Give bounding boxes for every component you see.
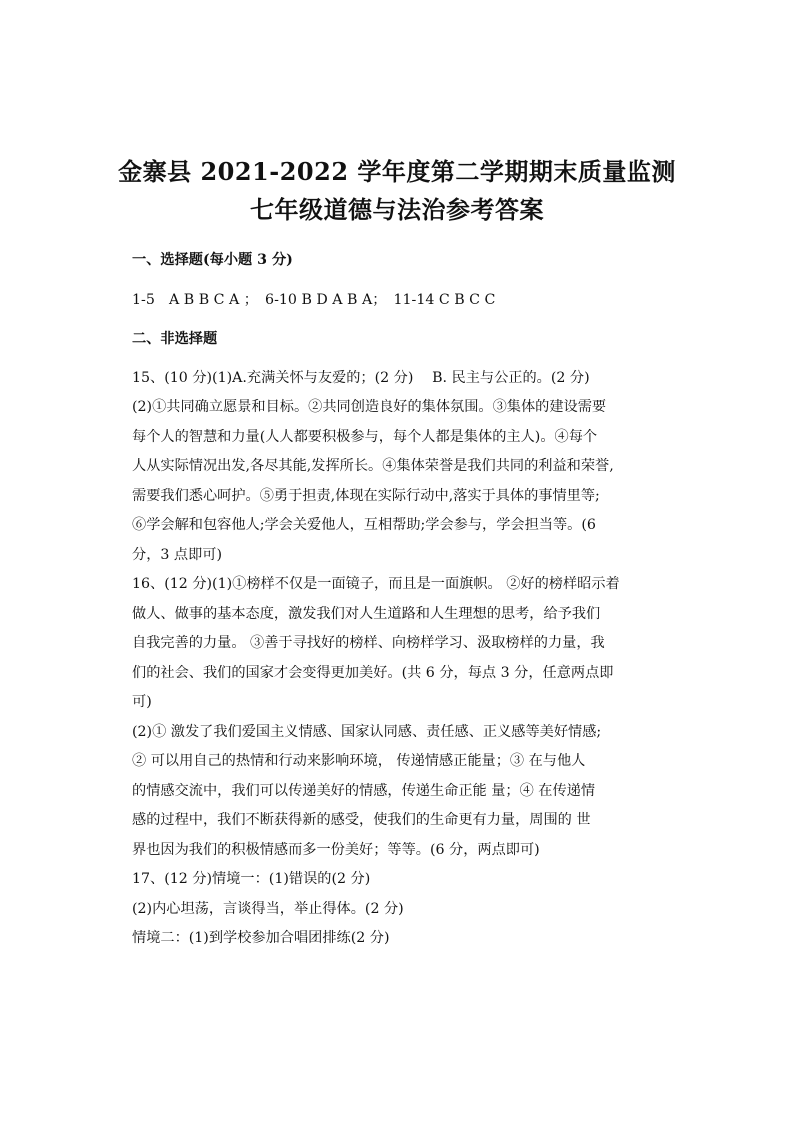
answer-line: (2)内心坦荡，言谈得当，举止得体。(2 分) — [132, 900, 404, 917]
answer-line: 自我完善的力量。 ③善于寻找好的榜样、向榜样学习、汲取榜样的力量，我 — [132, 635, 605, 651]
answer-line: 需要我们悉心呵护。⑤勇于担责,体现在实际行动中,落实于具体的事情里等; — [132, 487, 600, 504]
document-title: 金寨县 2021-2022 学年度第二学期期末质量监测 — [118, 157, 676, 186]
answer-line: 做人、做事的基本态度，激发我们对人生道路和人生理想的思考，给予我们 — [132, 605, 601, 622]
document-subtitle: 七年级道德与法治参考答案 — [250, 195, 544, 224]
answer-line: 界也因为我们的积极情感而多一份美好；等等。(6 分，两点即可) — [132, 841, 540, 858]
answer-line: 可) — [132, 694, 152, 710]
answer-line: (2)① 激发了我们爱国主义情感、国家认同感、责任感、正义感等美好情感; — [132, 723, 602, 740]
answer-line: (2)①共同确立愿景和目标。②共同创造良好的集体氛围。③集体的建设需要 — [132, 399, 607, 415]
answer-line: 分，3 点即可) — [132, 546, 223, 563]
answer-line: ⑥学会解和包容他人;学会关爱他人，互相帮助;学会参与，学会担当等。(6 — [132, 517, 596, 533]
answer-content — [132, 246, 664, 954]
answer-line: 每个人的智慧和力量(人人都要积极参与，每个人都是集体的主人)。④每个 — [132, 428, 598, 445]
answer-line: ② 可以用自己的热情和行动来影响环境， 传递情感正能量；③ 在与他人 — [132, 753, 586, 769]
answer-line: 16、(12 分)(1)①榜样不仅是一面镜子，而且是一面旗帜。 ②好的榜样昭示着 — [132, 576, 620, 592]
answer-line: 人从实际情况出发,各尽其能,发挥所长。④集体荣誉是我们共同的利益和荣誉, — [132, 458, 614, 474]
answer-line: 感的过程中，我们不断获得新的感受，使我们的生命更有力量，周围的 世 — [132, 812, 591, 828]
answer-line: 情境二：(1)到学校参加合唱团排练(2 分) — [132, 930, 390, 946]
answer-line: 的情感交流中，我们可以传递美好的情感，传递生命正能 量；④ 在传递情 — [132, 782, 596, 799]
answer-line: 15、(10 分)(1)A.充满关怀与友爱的；(2 分) B. 民主与公正的。(2 分) — [132, 369, 590, 386]
section-heading-nonchoice: 二、非选择题 — [132, 331, 218, 347]
answer-line: 17、(12 分)情境一：(1)错误的(2 分) — [132, 871, 371, 887]
choice-answers: 1-5 A B B C A ； 6-10 B D A B A； 11-14 C B C C — [132, 291, 496, 308]
section-heading-choice: 一、选择题(每小题 3 分) — [132, 252, 293, 268]
answer-line: 们的社会、我们的国家才会变得更加美好。(共 6 分，每点 3 分，任意两点即 — [132, 664, 614, 681]
